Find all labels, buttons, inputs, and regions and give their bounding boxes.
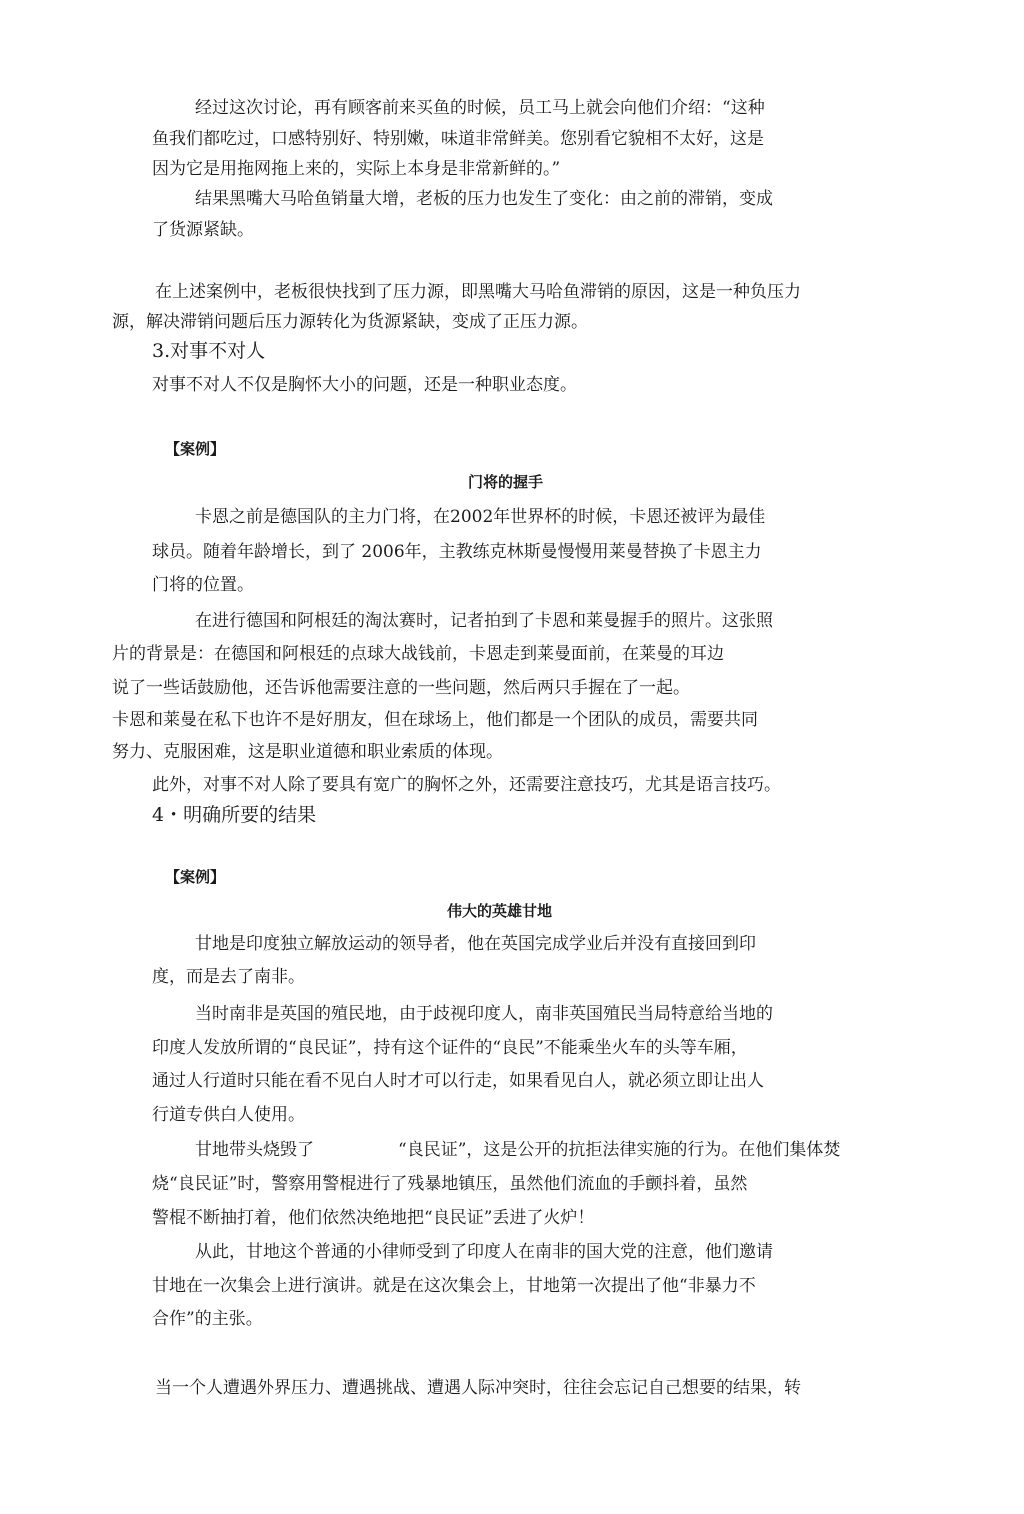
paragraph-line: 印度人发放所谓的“良民证”，持有这个证件的“良民”不能乘坐火车的头等车厢， <box>152 1038 748 1058</box>
paragraph-line: 甘地带头烧毁了 <box>195 1140 314 1160</box>
paragraph-line: 合作”的主张。 <box>152 1309 263 1329</box>
paragraph-line: 此外，对事不对人除了要具有宽广的胸怀之外，还需要注意技巧，尤其是语言技巧。 <box>152 775 781 795</box>
section-heading: 4・明确所要的结果 <box>152 804 317 826</box>
paragraph-line: 通过人行道时只能在看不见白人时才可以行走，如果看见白人，就必须立即让出人 <box>152 1071 764 1091</box>
paragraph-line: 甘地是印度独立解放运动的领导者，他在英国完成学业后并没有直接回到印 <box>195 934 756 954</box>
paragraph-line: 经过这次讨论，再有顾客前来买鱼的时候，员工马上就会向他们介绍：“这种 <box>195 98 765 118</box>
paragraph-line: 因为它是用拖网拖上来的，实际上本身是非常新鲜的。” <box>152 159 561 179</box>
case-tag: 【案例】 <box>165 440 226 458</box>
paragraph-line: 当时南非是英国的殖民地，由于歧视印度人，南非英国殖民当局特意给当地的 <box>195 1004 773 1024</box>
paragraph-line: 甘地在一次集会上进行演讲。就是在这次集会上，甘地第一次提出了他“非暴力不 <box>152 1276 756 1296</box>
case-title: 门将的握手 <box>468 473 544 491</box>
paragraph-line: 结果黑嘴大马哈鱼销量大增，老板的压力也发生了变化：由之前的滞销，变成 <box>195 189 773 209</box>
paragraph-line: 对事不对人不仅是胸怀大小的问题，还是一种职业态度。 <box>152 375 577 395</box>
paragraph-line: 球员。随着年龄增长，到了 2006年，主教练克林斯曼慢慢用莱曼替换了卡恩主力 <box>152 542 762 562</box>
paragraph-line: 卡恩和莱曼在私下也许不是好朋友，但在球场上，他们都是一个团队的成员，需要共同 <box>112 710 758 730</box>
paragraph-line: 卡恩之前是德国队的主力门将，在2002年世界杯的时候，卡恩还被评为最佳 <box>195 507 766 527</box>
section-heading: 3.对事不对人 <box>152 340 266 362</box>
paragraph-line: 烧“良民证”时，警察用警棍进行了残暴地镇压，虽然他们流血的手颤抖着，虽然 <box>152 1174 748 1194</box>
paragraph-line: 在进行德国和阿根廷的淘汰赛时，记者拍到了卡恩和莱曼握手的照片。这张照 <box>195 611 773 631</box>
paragraph-line: 门将的位置。 <box>152 575 254 595</box>
paragraph-line: 了货源紧缺。 <box>152 220 254 240</box>
paragraph-line: 在上述案例中，老板很快找到了压力源，即黑嘴大马哈鱼滞销的原因，这是一种负压力 <box>155 282 801 302</box>
case-tag: 【案例】 <box>165 868 226 886</box>
paragraph-line: 当一个人遭遇外界压力、遭遇挑战、遭遇人际冲突时，往往会忘记自己想要的结果，转 <box>155 1378 801 1398</box>
paragraph-line: 鱼我们都吃过，口感特别好、特别嫩，味道非常鲜美。您别看它貌相不太好，这是 <box>152 129 764 149</box>
paragraph-line: 警棍不断抽打着，他们依然决绝地把“良民证”丢进了火炉！ <box>152 1208 595 1228</box>
paragraph-line: 努力、克服困难，这是职业道德和职业索质的体现。 <box>112 742 503 762</box>
paragraph-line: 说了一些话鼓励他，还告诉他需要注意的一些问题，然后两只手握在了一起。 <box>112 678 690 698</box>
paragraph-line: 行道专供白人使用。 <box>152 1105 305 1125</box>
paragraph-line: “良民证”，这是公开的抗拒法律实施的行为。在他们集体焚 <box>398 1140 841 1160</box>
paragraph-line: 度，而是去了南非。 <box>152 967 305 987</box>
case-title: 伟大的英雄甘地 <box>447 902 553 920</box>
paragraph-line: 源，解决滞销问题后压力源转化为货源紧缺，变成了正压力源。 <box>112 312 588 332</box>
paragraph-line: 片的背景是：在德国和阿根廷的点球大战钱前，卡恩走到莱曼面前，在莱曼的耳边 <box>112 644 724 664</box>
paragraph-line: 从此，甘地这个普通的小律师受到了印度人在南非的国大党的注意，他们邀请 <box>195 1242 773 1262</box>
